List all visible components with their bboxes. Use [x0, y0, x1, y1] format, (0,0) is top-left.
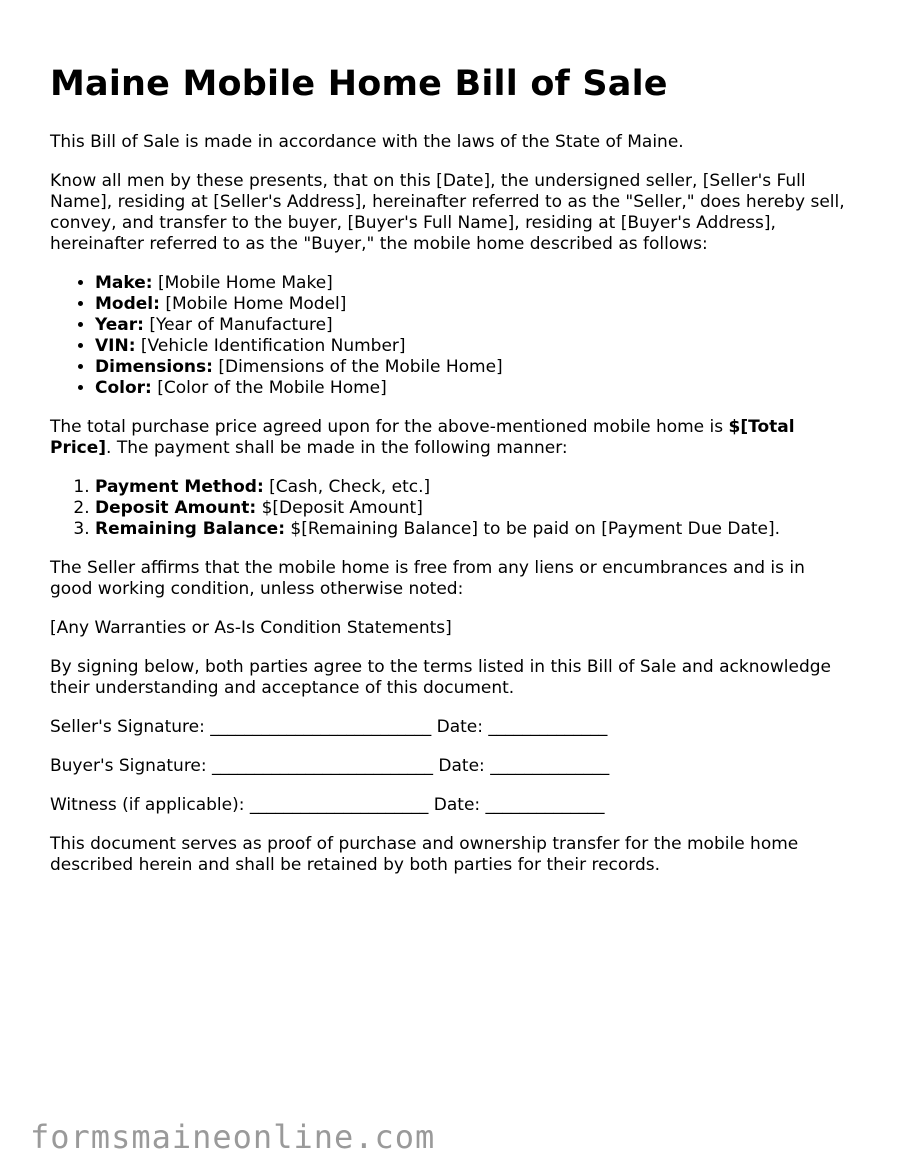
- price-text-before: The total purchase price agreed upon for the above-mentioned mobile home is: [50, 417, 729, 437]
- price-text-after: . The payment shall be made in the following manner:: [106, 438, 568, 458]
- detail-model: [95, 294, 850, 315]
- payment-value: [Cash, Check, etc.]: [263, 477, 431, 497]
- buyer-signature-line: Buyer's Signature: __________________________ Date: ______________: [50, 756, 610, 776]
- payment-method: [95, 477, 850, 498]
- detail-make: [95, 273, 850, 294]
- detail-value: [Mobile Home Model]: [159, 294, 347, 314]
- detail-value: [Dimensions of the Mobile Home]: [212, 357, 503, 377]
- document-page: [50, 62, 850, 894]
- detail-vin: [95, 336, 850, 357]
- payment-value: $[Deposit Amount]: [256, 498, 423, 518]
- affirmation-paragraph: The Seller affirms that the mobile home is free from any liens or encumbrances and is in good working condition, unless otherwise noted:: [50, 558, 805, 599]
- payment-value: $[Remaining Balance] to be paid on [Payment Due Date].: [285, 519, 781, 539]
- preamble-paragraph: Know all men by these presents, that on this [Date], the undersigned seller, [Seller's Full Name], residing at [Seller's Address], hereinafter referred to as the "Seller," does hereby sell, convey, and transfer to the buyer, [Buyer's Full Name], residing at [Buyer's Address], hereinafter referred to as the "Buyer," the mobile home described as follows:: [50, 171, 845, 254]
- payment-label: Deposit Amount:: [95, 498, 257, 518]
- detail-value: [Color of the Mobile Home]: [151, 378, 387, 398]
- detail-color: [95, 378, 850, 399]
- detail-label: Model:: [95, 294, 160, 314]
- deposit-amount: [95, 498, 850, 519]
- closing-paragraph: This document serves as proof of purchase and ownership transfer for the mobile home described herein and shall be retained by both parties for their records.: [50, 834, 799, 875]
- payment-terms-list: [50, 477, 850, 540]
- remaining-balance: [95, 519, 850, 540]
- payment-label: Payment Method:: [95, 477, 264, 497]
- intro-paragraph: This Bill of Sale is made in accordance with the laws of the State of Maine.: [50, 132, 684, 152]
- detail-label: VIN:: [95, 336, 136, 356]
- payment-label: Remaining Balance:: [95, 519, 285, 539]
- detail-value: [Vehicle Identification Number]: [135, 336, 406, 356]
- detail-dimensions: [95, 357, 850, 378]
- warranties-paragraph: [Any Warranties or As-Is Condition Statements]: [50, 618, 452, 638]
- detail-value: [Mobile Home Make]: [152, 273, 333, 293]
- mobile-home-details-list: [50, 273, 850, 399]
- site-watermark: formsmaineonline.com: [30, 1118, 436, 1156]
- total-price: $[Total Price]: [50, 417, 795, 458]
- agreement-paragraph: By signing below, both parties agree to the terms listed in this Bill of Sale and acknowledge their understanding and acceptance of this document.: [50, 657, 832, 698]
- price-paragraph: [50, 417, 850, 459]
- detail-value: [Year of Manufacture]: [143, 315, 333, 335]
- detail-label: Dimensions:: [95, 357, 213, 377]
- detail-label: Color:: [95, 378, 152, 398]
- detail-label: Year:: [95, 315, 144, 335]
- document-title: Maine Mobile Home Bill of Sale: [50, 64, 668, 104]
- seller-signature-line: Seller's Signature: __________________________ Date: ______________: [50, 717, 608, 737]
- detail-label: Make:: [95, 273, 153, 293]
- witness-signature-line: Witness (if applicable): _____________________ Date: ______________: [50, 795, 605, 815]
- detail-year: [95, 315, 850, 336]
